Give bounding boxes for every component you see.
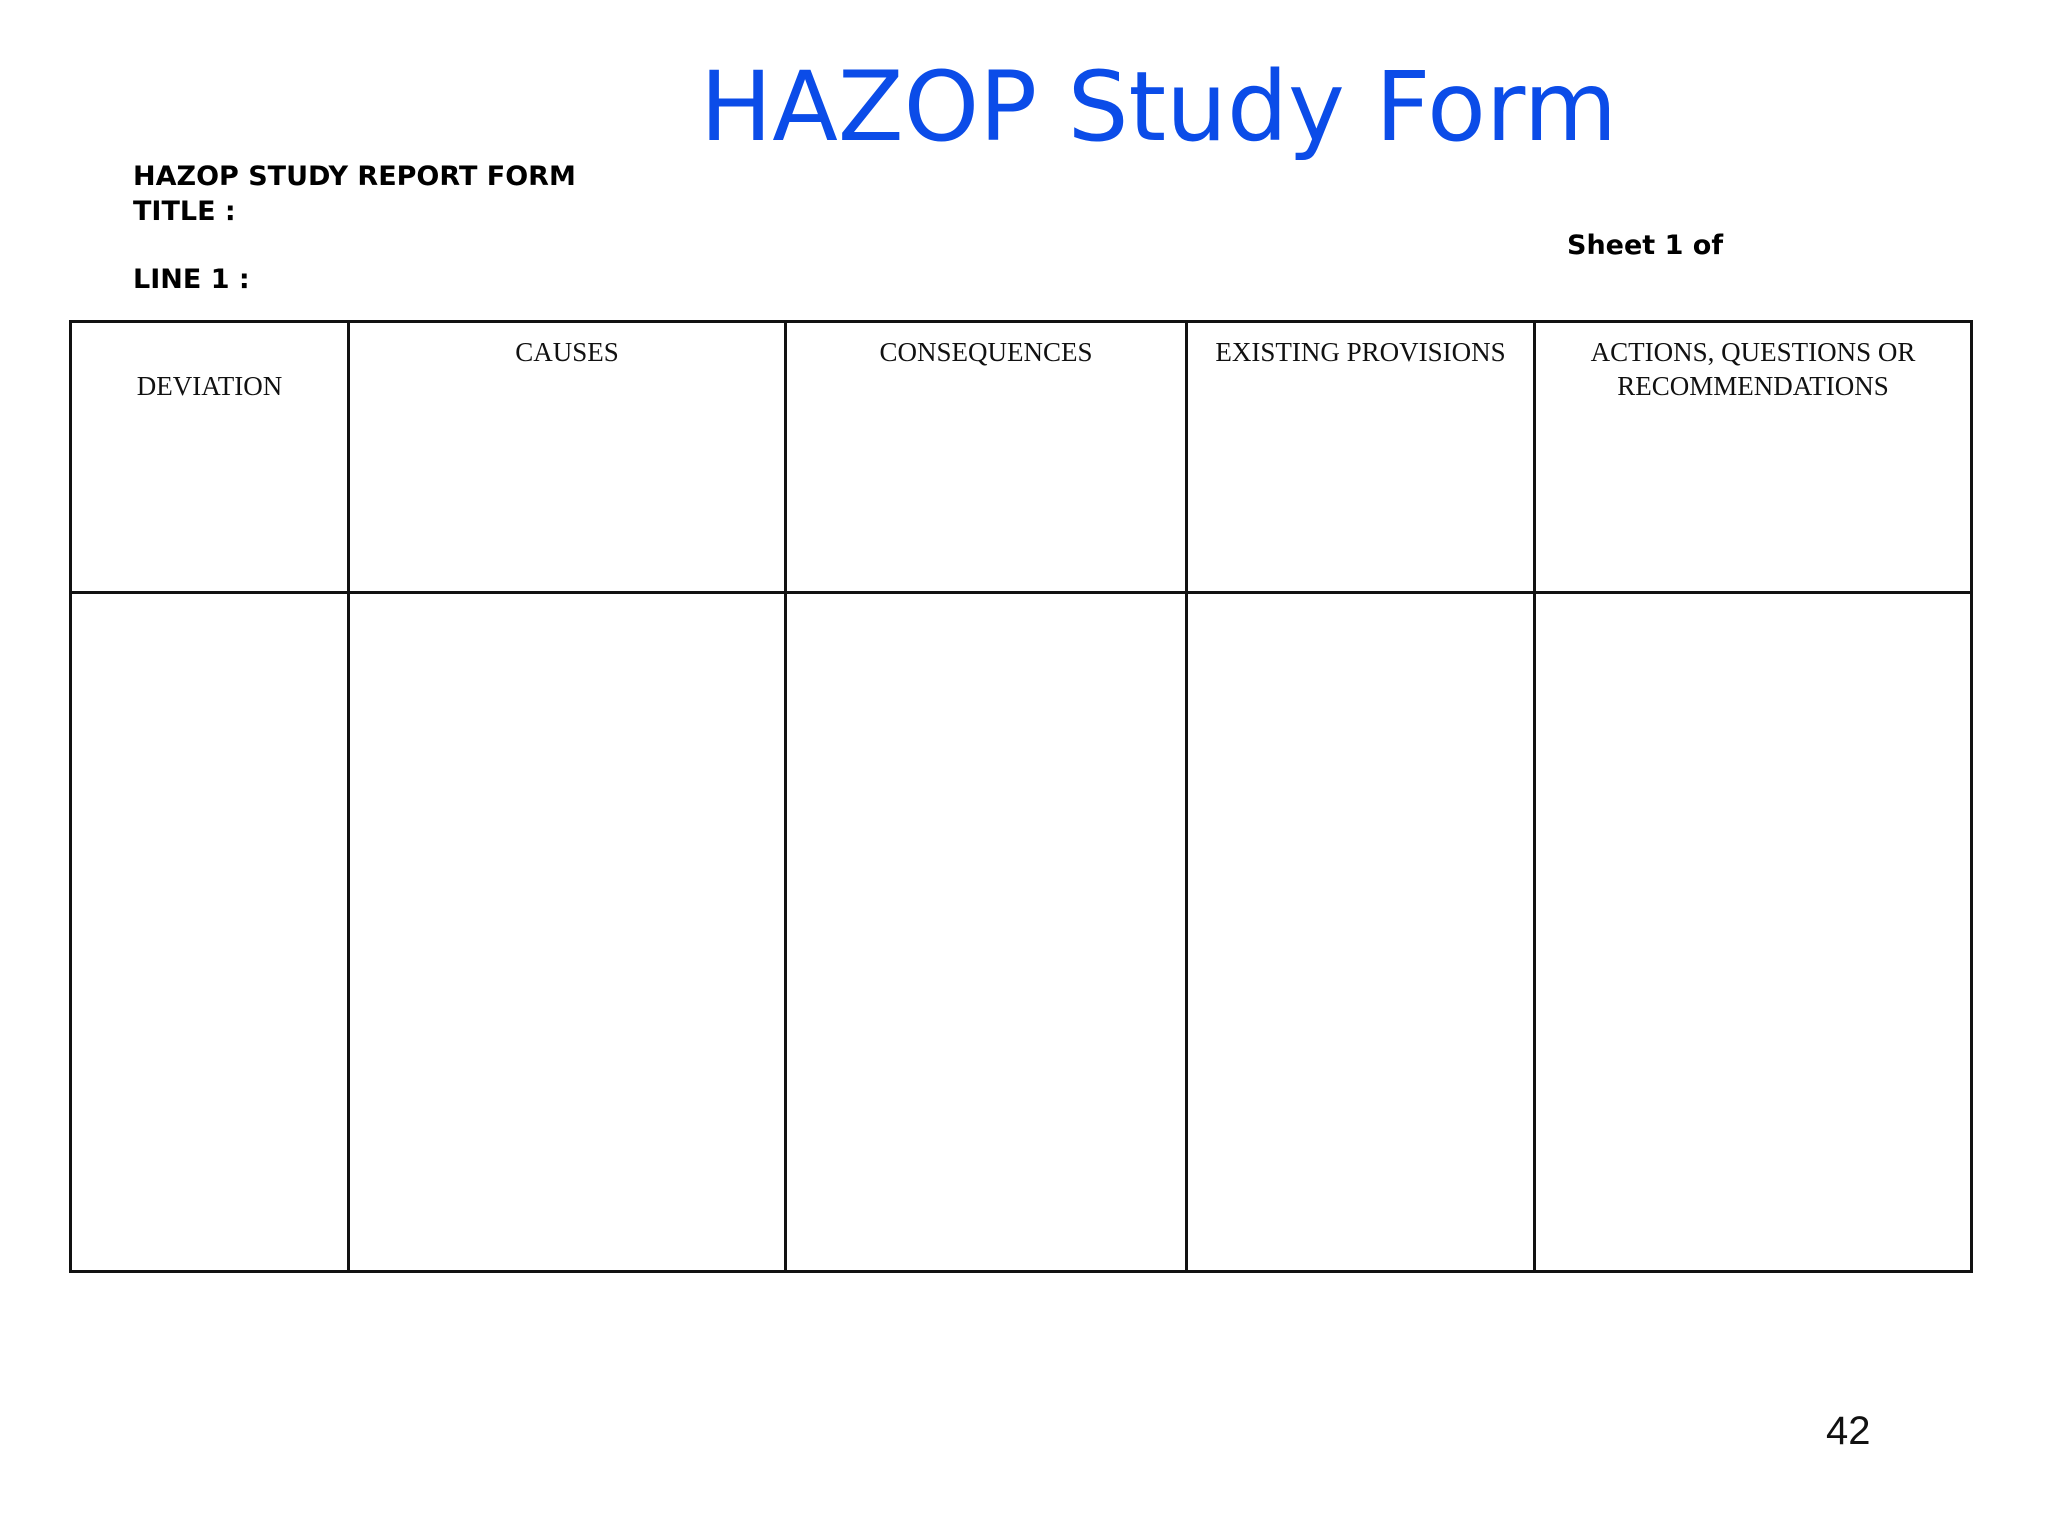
column-header-actions-questions-recommendations: ACTIONS, QUESTIONS OR RECOMMENDATIONS xyxy=(1535,322,1972,593)
column-header-deviation: DEVIATION xyxy=(71,322,349,593)
report-form-label: HAZOP STUDY REPORT FORM xyxy=(133,161,576,192)
column-header-existing-provisions: EXISTING PROVISIONS xyxy=(1187,322,1535,593)
causes-cell[interactable] xyxy=(349,593,786,1272)
sheet-number-label: Sheet 1 of xyxy=(1567,230,1724,261)
line-field-label: LINE 1 : xyxy=(133,264,250,295)
column-header-consequences: CONSEQUENCES xyxy=(786,322,1187,593)
consequences-cell[interactable] xyxy=(786,593,1187,1272)
page-number: 42 xyxy=(1826,1409,1871,1453)
column-header-causes: CAUSES xyxy=(349,322,786,593)
slide-title: HAZOP Study Form xyxy=(700,51,1618,163)
deviation-cell[interactable] xyxy=(71,593,349,1272)
actions-cell[interactable] xyxy=(1535,593,1972,1272)
table-header-row xyxy=(71,322,1972,593)
existing-provisions-cell[interactable] xyxy=(1187,593,1535,1272)
title-field-label: TITLE : xyxy=(133,196,236,227)
table-row xyxy=(71,593,1972,1272)
hazop-study-table xyxy=(69,320,1973,1273)
